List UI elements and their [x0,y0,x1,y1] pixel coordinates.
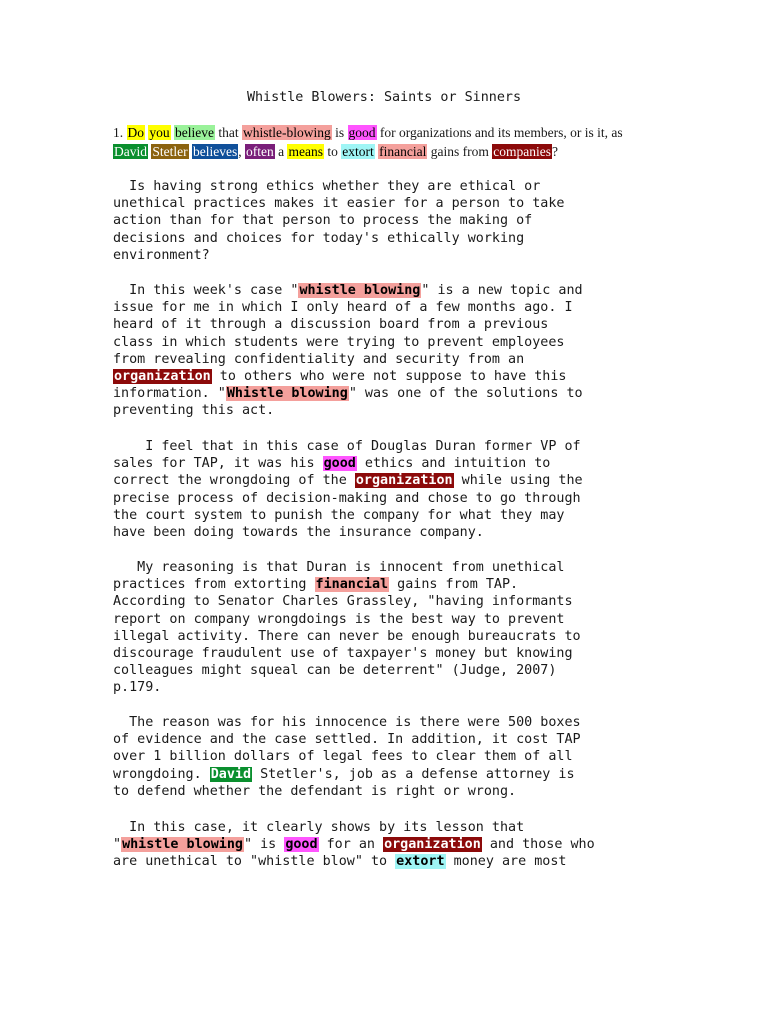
highlight-whistle-blowing: whistle blowing [122,837,243,853]
highlight-whistle-blowing: whistle blowing [299,283,421,298]
paragraph-text: Stetler's, job as a defense attorney is to defend whether the defendant is right or wrong. [113,766,575,799]
highlight-organization: organization [355,473,453,489]
paragraph-text: for an [318,837,384,853]
question-text: ? [551,143,558,159]
paragraph-text: " is a new topic and issue for me in which I only heard of a few months ago. I heard of it through a discussion board from a previous class in which students were trying to prevent employees from revealing confidentiality and security from an [113,283,583,367]
question-text: a [274,143,288,159]
paragraph-text: My reasoning is that Duran is innocent from unethical practices from extorting [113,560,565,593]
paragraph-4 [113,559,581,697]
paragraph-text: In this case, it clearly shows by its lesson that " [113,820,525,853]
question-text: gains from [427,143,493,159]
highlight-david: David [210,766,252,782]
paragraph-text: money are most [445,854,567,870]
paragraph-text: " was one of the solutions to preventing this act. [113,386,583,419]
paragraph-text: ethics and intuition to correct the wrongdoing of the [113,456,551,489]
paragraph-text: " is [244,837,285,853]
paragraph-text: gains from TAP. According to Senator Charles Grassley, "having informants report on company wrongdoings is the best way to prevent illegal activity. There can never be enough bureaucrats to discourage fraudulent use of taxpayer's money but knowing colleagues might squeal can be deterrent" (Judge, 2007) p.179. [113,577,581,696]
paragraph-text: I feel that in this case of Douglas Duran former VP of sales for TAP, it was his [113,439,581,472]
highlight-believe: believe [175,125,214,140]
highlight-companies: companies [493,143,551,159]
highlight-whistle-blowing: Whistle blowing [226,386,348,402]
paragraph-2 [113,282,583,420]
highlight-extort: extort [342,143,374,159]
question-number: 1. [113,125,127,140]
question-text: is [331,125,348,140]
highlight-david: David [114,143,147,159]
highlight-you: you [149,125,170,140]
paragraph-6 [113,819,595,871]
paragraph-text: and those who are unethical to "whistle blow" to [113,837,595,870]
highlight-stetler: Stetler [152,143,188,159]
question-text: for organizations and its members, or is it, as [376,125,623,140]
paragraph-text: while using the precise process of decision-making and chose to go through the court system to punish the company for what they may have been doing towards the insurance company. [113,473,583,541]
paragraph-3 [113,438,583,541]
paragraph-text: In this week's case " [113,283,299,298]
question-text: , [238,143,245,159]
highlight-financial: financial [379,143,427,159]
paragraph-1: Is having strong ethics whether they are ethical or unethical practices makes it easier for a person to take action than for that person to process the making of decisions and choices for today's ethically working environment? [113,179,565,263]
paragraph-text: to others who were not suppose to have this information. " [113,369,567,402]
paragraph-text: The reason was for his innocence is there were 500 boxes of evidence and the case settled. In addition, it cost TAP over 1 billion dollars of legal fees to clear them of all wrongdoing. [113,715,581,782]
document-title: Whistle Blowers: Saints or Sinners [246,90,522,105]
highlight-organization: organization [384,837,481,853]
highlight-good: good [323,456,356,472]
highlight-often: often [245,143,274,159]
highlight-whistle-blowing: whistle-blowing [242,125,331,140]
highlight-good: good [348,125,376,140]
highlight-financial: financial [315,577,389,593]
highlight-means: means [288,143,323,159]
highlight-organization: organization [114,369,211,385]
paragraph-5 [113,714,581,800]
question-text: to [323,143,342,159]
question-1 [113,124,653,161]
highlight-good: good [285,837,318,853]
highlight-extort: extort [396,854,445,870]
highlight-do: Do [127,125,144,140]
question-text: that [214,125,242,140]
highlight-believes: believes [193,143,238,159]
